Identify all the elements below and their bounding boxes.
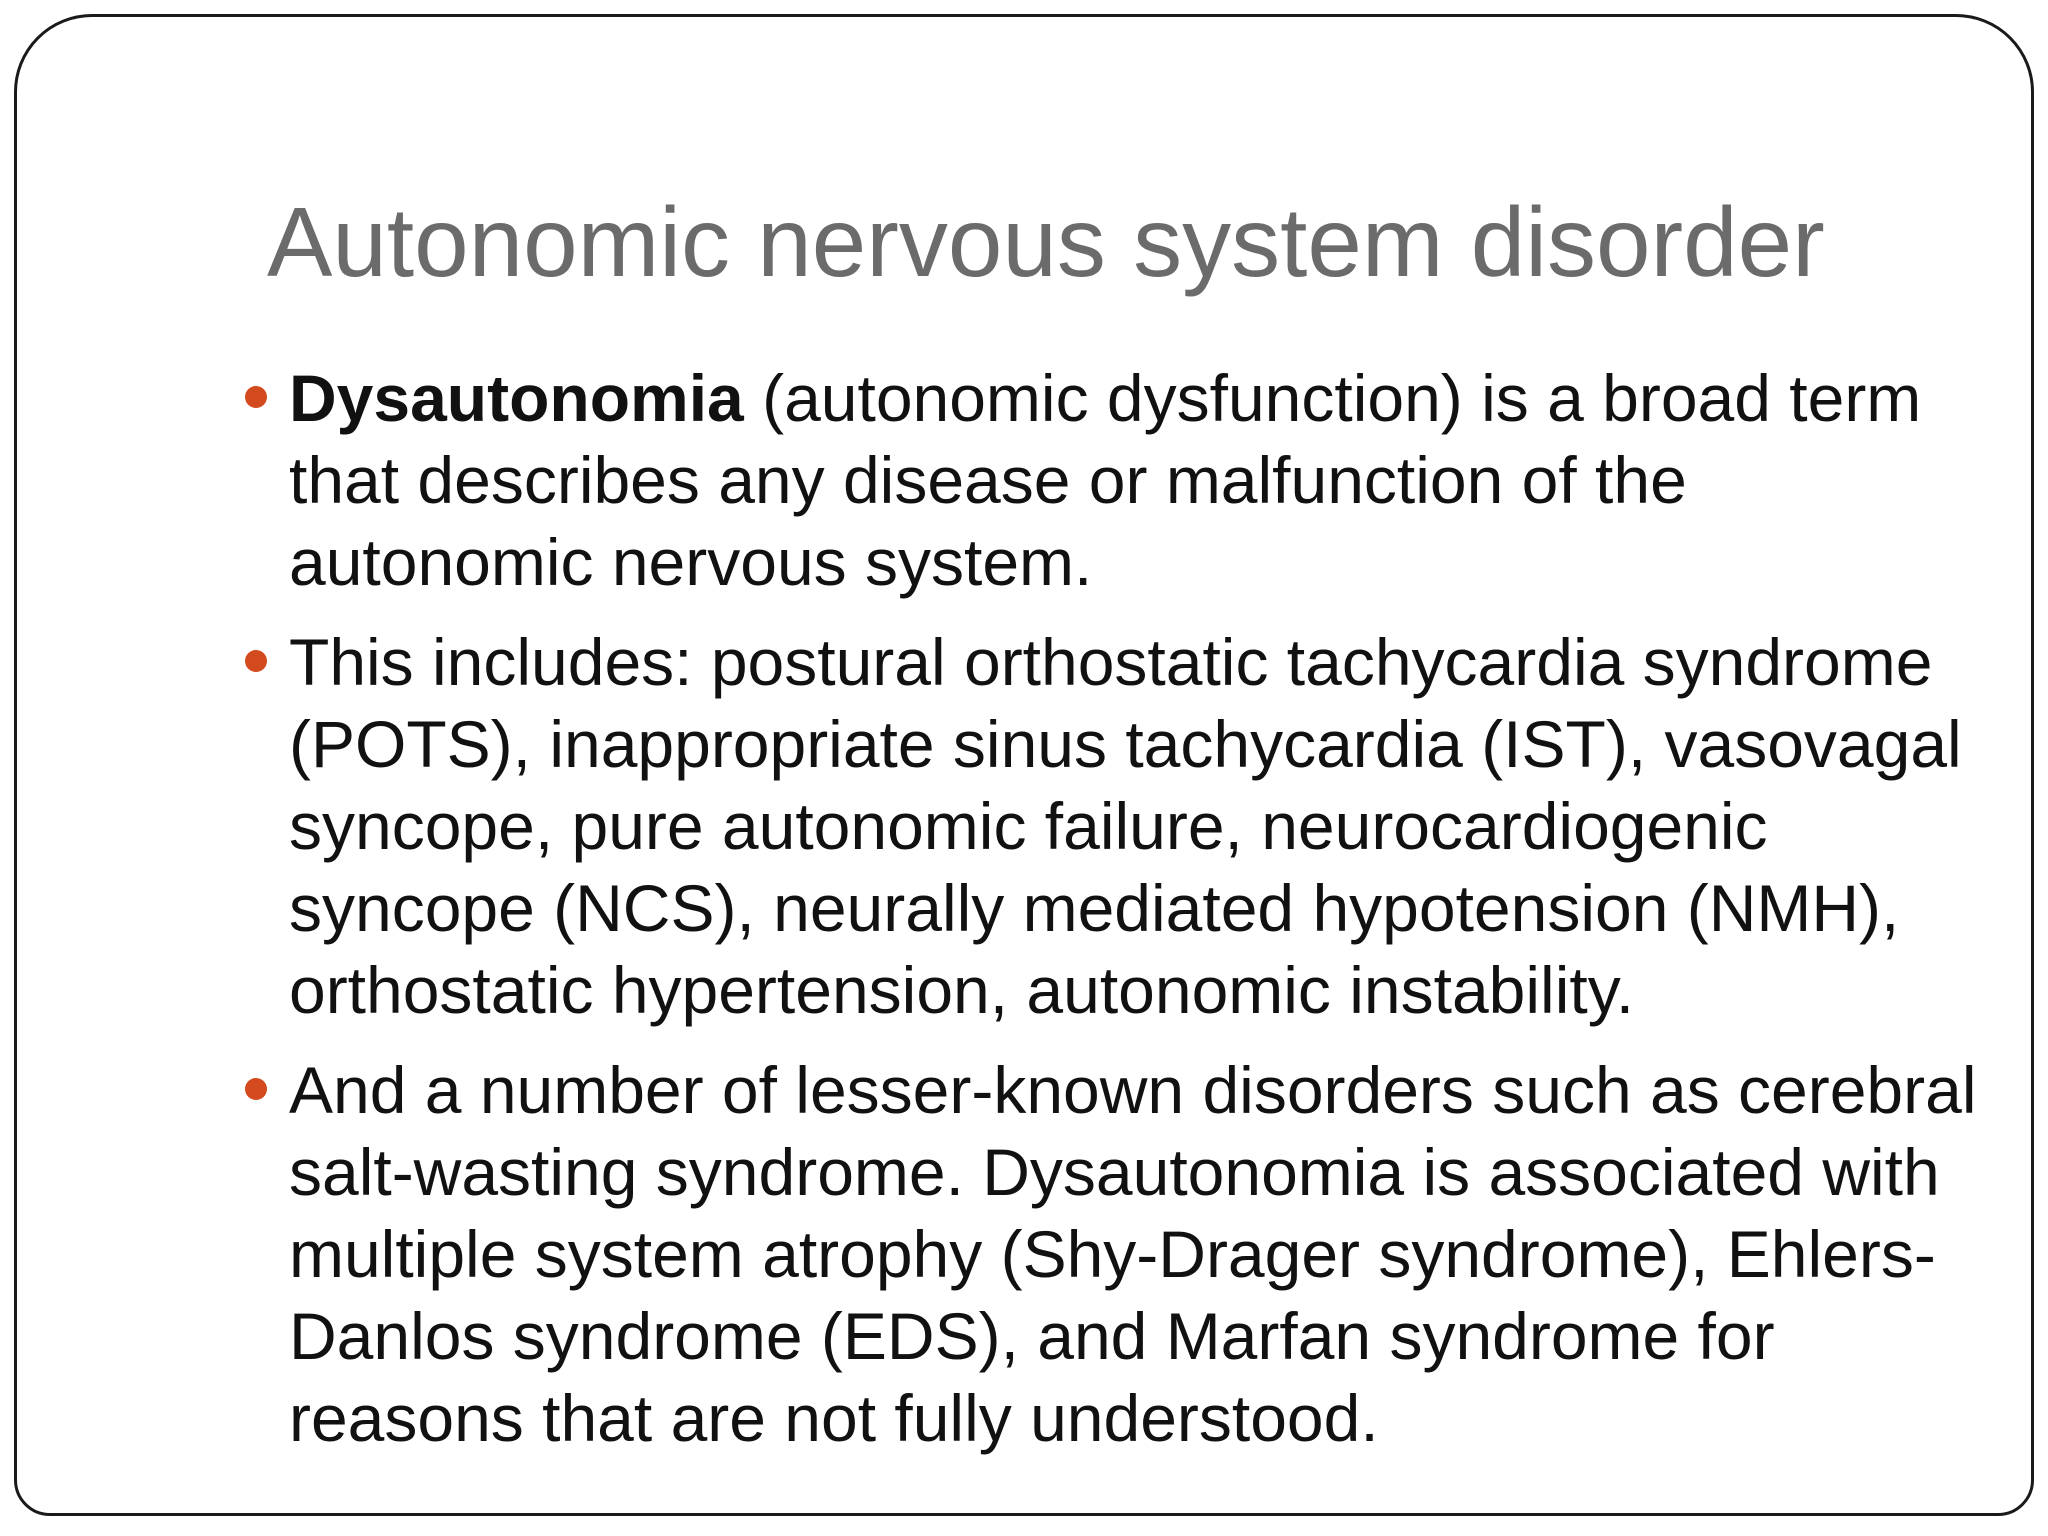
bullet-dot-icon <box>245 386 267 408</box>
bullet-text: And a number of lesser-known disorders such as cerebral salt-wasting syndrome. Dysautonomia is associated with multiple system atrophy (Shy-Drager syndrome), Ehlers-Danlos syndrome (EDS), and Marfan syndrome for reasons that are not fully understood. <box>289 1053 1977 1455</box>
bullet-term: Dysautonomia <box>289 361 744 435</box>
bullet-list <box>289 357 1989 1477</box>
bullet-text: This includes: postural orthostatic tachycardia syndrome (POTS), inappropriate sinus tachycardia (IST), vasovagal syncope, pure autonomic failure, neurocardiogenic syncope (NCS), neurally mediated hypotension (NMH), orthostatic hypertension, autonomic instability. <box>289 625 1962 1027</box>
bullet-dot-icon <box>245 650 267 672</box>
bullet-dot-icon <box>245 1078 267 1100</box>
slide-frame <box>14 14 2034 1516</box>
bullet-text: (autonomic dysfunction) is a broad term that describes any disease or malfunction of the autonomic nervous system. <box>289 361 1922 599</box>
bullet-item-dysautonomia <box>289 357 1989 603</box>
slide-title: Autonomic nervous system disorder <box>267 187 1825 297</box>
bullet-item-includes <box>289 621 1989 1031</box>
bullet-item-lesser-known <box>289 1049 1989 1459</box>
